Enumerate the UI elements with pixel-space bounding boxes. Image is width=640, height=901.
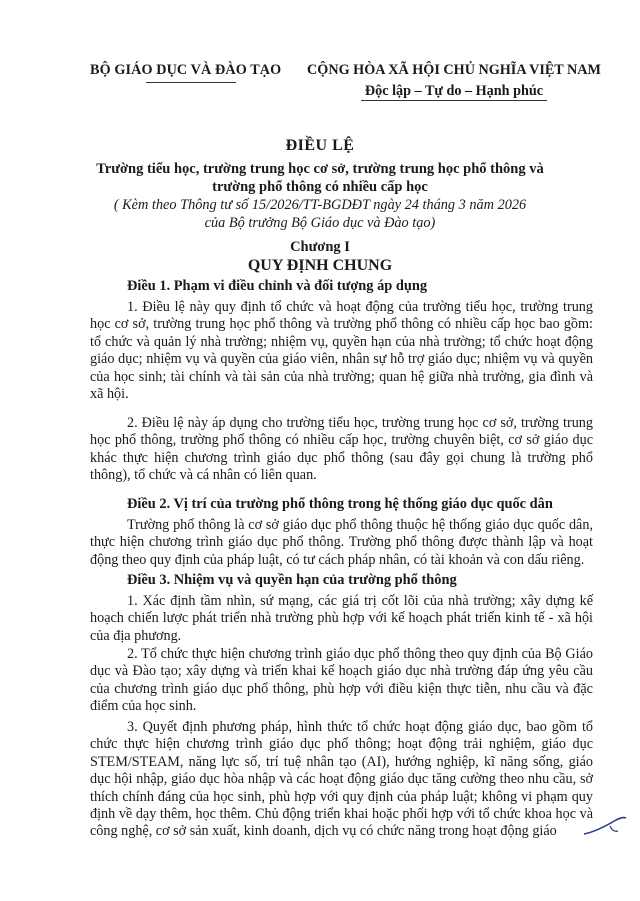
chapter-title: QUY ĐỊNH CHUNG [247, 257, 393, 274]
article-paragraph: 2. Điều lệ này áp dụng cho trường tiểu học, trường trung học cơ sở, trường trung học phổ thông, trường phổ thông có nhiều cấp học, trường chuyên biệt, cơ sở giáo dục khác thực hiện chương trình giáo dục phổ thông (sau đây gọi chung là trường phổ thông), tổ chức và cá nhân có liên quan. [90, 415, 593, 484]
initial-mark-icon [580, 812, 630, 842]
article-paragraph: 1. Xác định tầm nhìn, sứ mạng, các giá trị cốt lõi của nhà trường; xây dựng kế hoạch chiến lược phát triển nhà trường phù hợp với kế hoạch phát triển kinh tế - xã hội của địa phương. [90, 593, 593, 644]
attachment-line: ( Kèm theo Thông tư số 15/2026/TT-BGDĐT ngày 24 tháng 3 năm 2026 [113, 197, 527, 213]
article-paragraph: Trường phổ thông là cơ sở giáo dục phổ thông thuộc hệ thống giáo dục quốc dân, thực hiện chương trình giáo dục phổ thông. Trường phổ thông được thành lập và hoạt động theo quy định của pháp luật, có tư cách pháp nhân, có tài khoản và con dấu riêng. [90, 517, 593, 568]
national-motto: Độc lập – Tự do – Hạnh phúc [364, 83, 544, 99]
motto-underline [361, 100, 547, 101]
article-paragraph: 1. Điều lệ này quy định tổ chức và hoạt động của trường tiểu học, trường trung học cơ sở, trường trung học phổ thông và trường phổ thông có nhiều cấp học bao gồm: tổ chức và quản lý nhà trường; nhiệm vụ, quyền hạn của nhà trường; tổ chức hoạt động giáo dục; nhiệm vụ và quyền của giáo viên, nhân sự hỗ trợ giáo dục; nhiệm vụ và quyền của học sinh; tài chính và tài sản của nhà trường; quan hệ giữa nhà trường, gia đình và xã hội. [90, 299, 593, 403]
ministry-name: BỘ GIÁO DỤC VÀ ĐÀO TẠO [90, 62, 282, 78]
subtitle-line: trường phổ thông có nhiều cấp học [212, 179, 428, 195]
national-header [304, 62, 604, 100]
subtitle-line: Trường tiểu học, trường trung học cơ sở, trường trung học phổ thông và [96, 161, 544, 177]
attachment-note [70, 196, 570, 232]
article-paragraph: 2. Tổ chức thực hiện chương trình giáo dục phổ thông theo quy định của Bộ Giáo dục và Đào tạo; xây dựng và triển khai kế hoạch giáo dục nhà trường đáp ứng yêu cầu của chương trình giáo dục phổ thông, phù hợp với điều kiện thực tiễn, nhu cầu và đặc điểm của học sinh. [90, 646, 593, 715]
article-heading: Điều 3. Nhiệm vụ và quyền hạn của trường phổ thông [127, 572, 457, 588]
article-paragraph: 3. Quyết định phương pháp, hình thức tổ chức hoạt động giáo dục, bao gồm tổ chức thực hiện chương trình giáo dục phổ thông; hoạt động trải nghiệm, giáo dục STEM/STEAM, năng lực số, trí tuệ nhân tạo (AI), hướng nghiệp, kĩ năng sống, giáo dục hội nhập, giáo dục hòa nhập và các hoạt động giáo dục tăng cường theo nhu cầu, sở thích chính đáng của học sinh, phù hợp với quy định của pháp luật; không vi phạm quy định về dạy thêm, học thêm. Chủ động triển khai hoặc phối hợp với tổ chức khoa học và công nghệ, cơ sở sản xuất, kinh doanh, dịch vụ có chức năng trong hoạt động giáo [90, 719, 593, 840]
document-title: ĐIỀU LỆ [285, 137, 355, 154]
country-name: CỘNG HÒA XÃ HỘI CHỦ NGHĨA VIỆT NAM [307, 62, 601, 78]
ministry-underline [146, 82, 236, 83]
article-heading: Điều 2. Vị trí của trường phổ thông trong hệ thống giáo dục quốc dân [127, 496, 553, 512]
document-subtitle [70, 160, 570, 196]
attachment-line: của Bộ trưởng Bộ Giáo dục và Đào tạo) [204, 215, 436, 231]
article-heading: Điều 1. Phạm vi điều chỉnh và đối tượng áp dụng [127, 278, 428, 294]
chapter-number: Chương I [290, 239, 350, 255]
